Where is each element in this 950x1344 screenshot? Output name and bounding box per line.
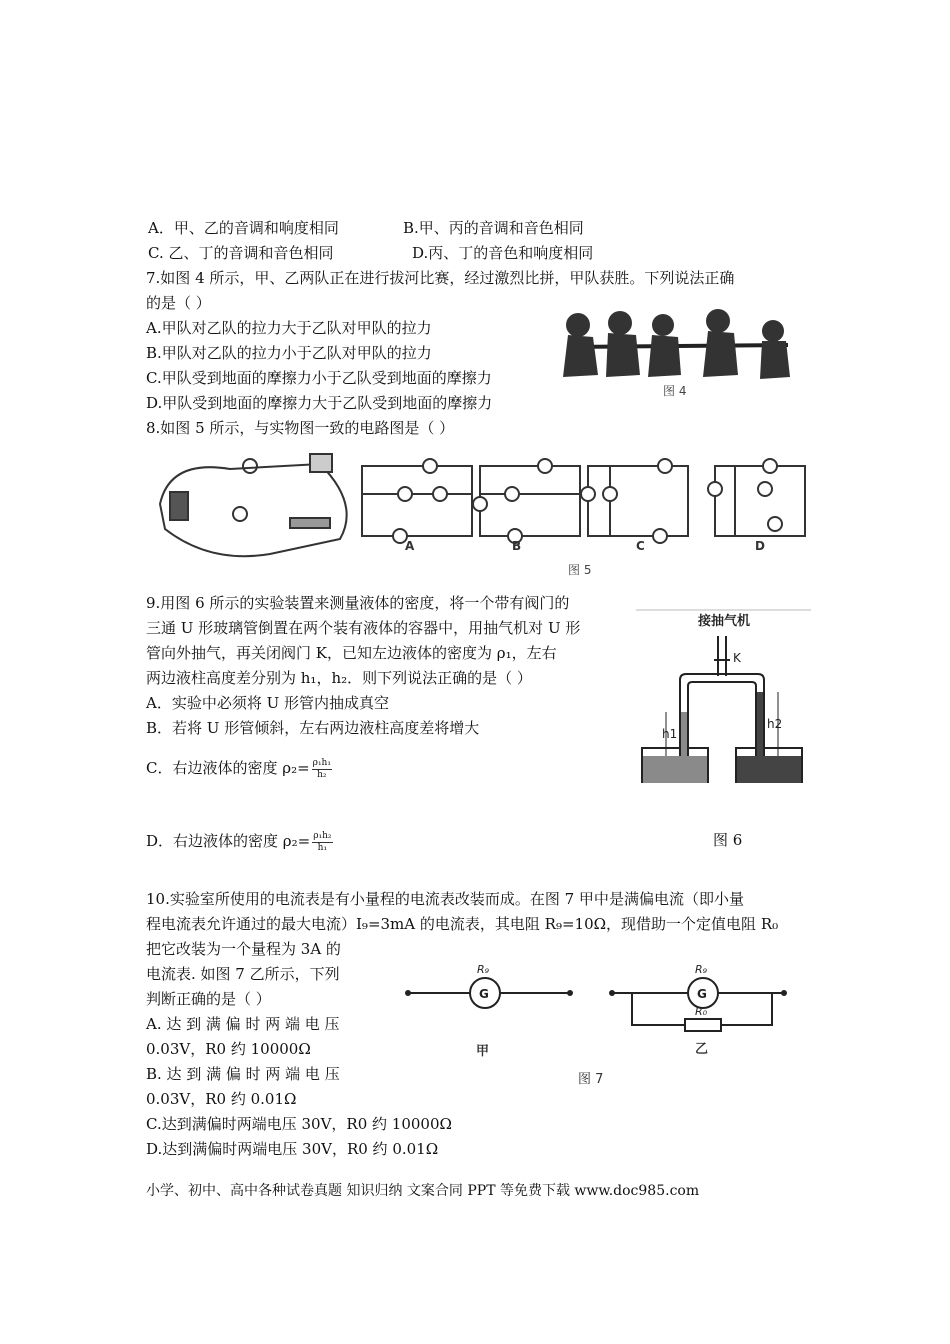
q6-option-b: B.甲、丙的音调和音色相同 <box>403 219 584 237</box>
q10-stem-line4: 电流表. 如图 7 乙所示，下列 <box>146 965 340 983</box>
q7-option-c: C.甲队受到地面的摩擦力小于乙队受到地面的摩擦力 <box>146 369 492 387</box>
fig6-title: 接抽气机 <box>698 614 751 629</box>
circuit-figure-5 <box>150 444 810 579</box>
fig4-caption: 图 4 <box>663 384 687 398</box>
q7-option-d: D.甲队受到地面的摩擦力大于乙队受到地面的摩擦力 <box>146 394 493 412</box>
q9-stem-line3: 管向外抽气，再关闭阀门 K，已知左边液体的密度为 ρ₁，左右 <box>146 644 557 662</box>
q10-option-b-line1: B. 达 到 满 偏 时 两 端 电 压 <box>146 1065 340 1083</box>
q9-option-d-text: D．右边液体的密度 ρ₂= <box>146 832 311 850</box>
fig5-label-a: A <box>405 539 415 553</box>
q9-option-c-denominator: h₂ <box>317 769 327 780</box>
fig7-rg-a-label: R₉ <box>477 963 490 976</box>
q10-option-a-line2: 0.03V，R0 约 10000Ω <box>146 1040 311 1058</box>
q10-option-a-line1: A. 达 到 满 偏 时 两 端 电 压 <box>146 1015 340 1033</box>
tug-of-war-figure <box>548 295 806 400</box>
fig7-r0-label: R₀ <box>695 1005 708 1018</box>
q9-option-d-fraction <box>312 831 332 854</box>
fig6-caption: 图 6 <box>713 831 743 849</box>
q9-option-c-numerator: ρ₁h₁ <box>312 757 331 768</box>
fig6-valve-label: K <box>733 651 741 665</box>
q10-option-b-line2: 0.03V，R0 约 0.01Ω <box>146 1090 297 1108</box>
q9-option-b: B．若将 U 形管倾斜，左右两边液柱高度差将增大 <box>146 719 480 737</box>
q7-option-a: A.甲队对乙队的拉力大于乙队对甲队的拉力 <box>146 319 432 337</box>
fig6-h1-label: h1 <box>662 727 678 741</box>
q10-option-c: C.达到满偏时两端电压 30V，R0 约 10000Ω <box>146 1115 452 1133</box>
q10-stem-line1: 10.实验室所使用的电流表是有小量程的电流表改装而成。在图 7 甲中是满偏电流（即小量 <box>146 890 744 908</box>
q9-option-d <box>146 830 333 854</box>
q7-option-b: B.甲队对乙队的拉力小于乙队对甲队的拉力 <box>146 344 432 362</box>
q6-option-d: D.丙、丁的音色和响度相同 <box>412 244 594 262</box>
q9-option-d-denominator: h₁ <box>317 842 328 853</box>
fig5-label-c: C <box>636 539 645 553</box>
q9-option-c-fraction <box>312 758 332 781</box>
q10-stem-line2: 程电流表允许通过的最大电流）I₉=3mA 的电流表，其电阻 R₉=10Ω，现借助一个定值电阻 R₀ <box>146 915 779 933</box>
q10-option-d: D.达到满偏时两端电压 30V，R0 约 0.01Ω <box>146 1140 439 1158</box>
q9-stem-line1: 9.用图 6 所示的实验装置来测量液体的密度，将一个带有阀门的 <box>146 594 570 612</box>
fig7-rg-b-label: R₉ <box>695 963 708 976</box>
fig7-galvanometer-b-label: G <box>697 987 707 1001</box>
q9-option-c-text: C．右边液体的密度 ρ₂= <box>146 759 310 777</box>
fig5-caption: 图 5 <box>568 563 592 577</box>
q6-option-a: A．甲、乙的音调和响度相同 <box>148 219 339 237</box>
fig5-label-b: B <box>512 539 522 553</box>
ammeter-figure-7 <box>400 955 790 1090</box>
u-tube-figure <box>636 608 811 783</box>
fig7-galvanometer-a-label: G <box>479 987 489 1001</box>
page-footer: 小学、初中、高中各种试卷真题 知识归纳 文案合同 PPT 等免费下载 www.doc985.com <box>146 1183 700 1199</box>
q6-option-c: C. 乙、丁的音调和音色相同 <box>148 244 334 262</box>
fig5-label-d: D <box>755 539 765 553</box>
q7-stem-line1: 7.如图 4 所示，甲、乙两队正在进行拔河比赛，经过激烈比拼，甲队获胜。下列说法正确 <box>146 269 735 287</box>
fig6-h2-label: h2 <box>767 717 783 731</box>
q9-option-a: A．实验中必须将 U 形管内抽成真空 <box>146 694 390 712</box>
fig7-caption: 图 7 <box>578 1072 604 1087</box>
q7-stem-line2: 的是（ ） <box>146 294 211 312</box>
q9-option-c <box>146 757 332 781</box>
fig7-yi-label: 乙 <box>695 1042 709 1057</box>
q9-stem-line4: 两边液柱高度差分别为 h₁，h₂．则下列说法正确的是（ ） <box>146 669 532 687</box>
fig7-jia-label: 甲 <box>476 1044 490 1059</box>
q9-option-d-numerator: ρ₁h₂ <box>313 830 332 841</box>
q9-stem-line2: 三通 U 形玻璃管倒置在两个装有液体的容器中，用抽气机对 U 形 <box>146 619 581 637</box>
q10-stem-line5: 判断正确的是（ ） <box>146 990 271 1008</box>
q8-stem: 8.如图 5 所示，与实物图一致的电路图是（ ） <box>146 419 455 437</box>
q10-stem-line3: 把它改装为一个量程为 3A 的 <box>146 940 341 958</box>
